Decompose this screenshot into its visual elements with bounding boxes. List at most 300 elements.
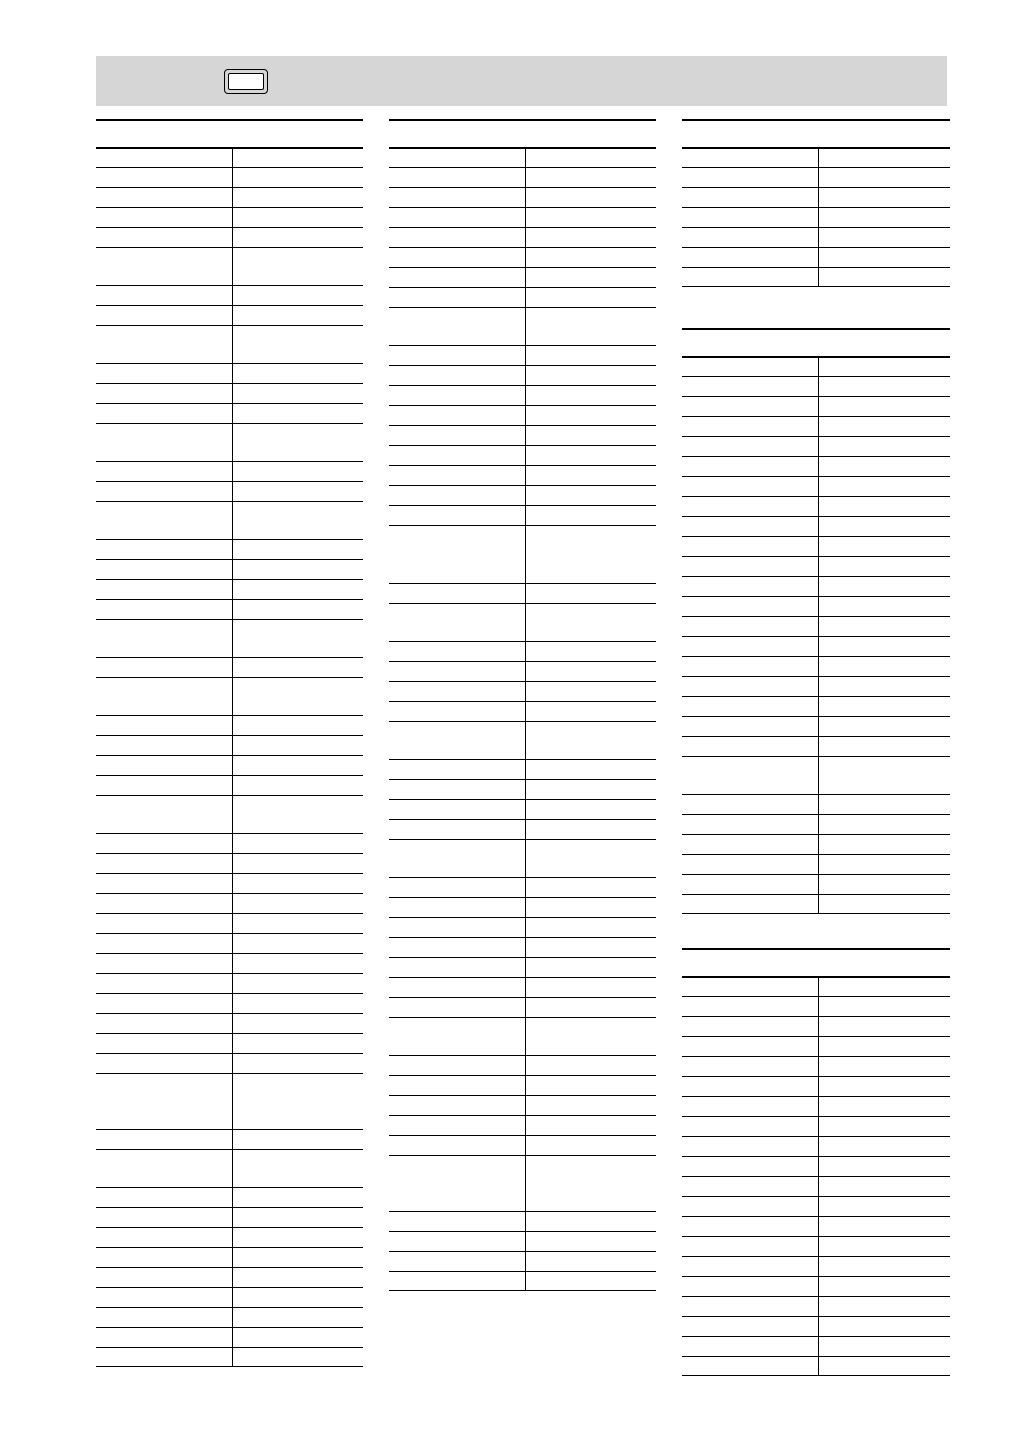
table-row bbox=[389, 1211, 656, 1231]
table-cell-value bbox=[525, 898, 656, 917]
key-label bbox=[228, 73, 264, 90]
table-row bbox=[96, 187, 363, 207]
table-cell-value bbox=[525, 1136, 656, 1155]
table-row bbox=[96, 305, 363, 325]
table-row bbox=[96, 325, 363, 363]
table-row bbox=[96, 735, 363, 755]
table-cell-name bbox=[389, 526, 525, 583]
table-cell-name bbox=[682, 637, 818, 656]
table-cell-value bbox=[232, 560, 363, 579]
table-row bbox=[389, 525, 656, 583]
table-cell-value bbox=[818, 477, 950, 496]
table-row bbox=[389, 345, 656, 365]
table-cell-value bbox=[818, 557, 950, 576]
table-cell-name bbox=[389, 584, 525, 603]
table-cell-value bbox=[525, 978, 656, 997]
table-row bbox=[682, 227, 950, 247]
table-row bbox=[96, 1053, 363, 1073]
table-cell-value bbox=[232, 600, 363, 619]
table-row bbox=[96, 1207, 363, 1227]
table-cell-value bbox=[525, 486, 656, 505]
table-cell-name bbox=[682, 1197, 818, 1216]
table-cell-name bbox=[389, 366, 525, 385]
table-cell-value bbox=[525, 662, 656, 681]
table-row bbox=[682, 1216, 950, 1236]
table-cell-value bbox=[818, 1317, 950, 1336]
table-cell-name bbox=[96, 1328, 232, 1347]
table-row bbox=[389, 779, 656, 799]
table-cell-name bbox=[682, 835, 818, 854]
table-cell-value bbox=[232, 168, 363, 187]
table-cell-name bbox=[389, 604, 525, 641]
table-cell-name bbox=[389, 800, 525, 819]
table-cell-value bbox=[818, 457, 950, 476]
table-cell-value bbox=[818, 517, 950, 536]
table-row bbox=[682, 756, 950, 794]
table-cell-name bbox=[389, 149, 525, 167]
table-row bbox=[682, 556, 950, 576]
table-cell-value bbox=[525, 308, 656, 345]
table-row bbox=[682, 356, 950, 376]
table-row bbox=[96, 1129, 363, 1149]
table-row bbox=[389, 661, 656, 681]
table-cell-name bbox=[682, 268, 818, 286]
table-cell-value bbox=[818, 617, 950, 636]
table-cell-name bbox=[389, 840, 525, 877]
table-cell-value bbox=[818, 1237, 950, 1256]
table-row bbox=[96, 853, 363, 873]
table-cell-name bbox=[682, 1357, 818, 1375]
table-cell-name bbox=[96, 716, 232, 735]
table-cell-value bbox=[232, 954, 363, 973]
table-cell-name bbox=[389, 878, 525, 897]
table-row bbox=[682, 376, 950, 396]
table-cell-value bbox=[232, 424, 363, 461]
table-cell-value bbox=[525, 1272, 656, 1290]
table-row bbox=[96, 1149, 363, 1187]
table-cell-value bbox=[232, 286, 363, 305]
table-cell-name bbox=[682, 1317, 818, 1336]
table-row bbox=[96, 207, 363, 227]
table-row bbox=[682, 894, 950, 914]
table-cell-value bbox=[232, 1054, 363, 1073]
table-row bbox=[682, 1296, 950, 1316]
table-cell-value bbox=[232, 149, 363, 167]
table-cell-value bbox=[232, 834, 363, 853]
table-row bbox=[682, 656, 950, 676]
table-row bbox=[389, 267, 656, 287]
table-row bbox=[96, 1327, 363, 1347]
table-row bbox=[389, 365, 656, 385]
table-cell-value bbox=[818, 1337, 950, 1356]
table-cell-name bbox=[96, 560, 232, 579]
table-cell-name bbox=[682, 815, 818, 834]
table-cell-value bbox=[232, 208, 363, 227]
table-row bbox=[389, 583, 656, 603]
table-cell-name bbox=[96, 248, 232, 285]
table-row bbox=[389, 505, 656, 525]
table-cell-name bbox=[682, 397, 818, 416]
table-cell-name bbox=[682, 1077, 818, 1096]
table-cell-value bbox=[232, 678, 363, 715]
table-cell-name bbox=[682, 1117, 818, 1136]
table-row bbox=[682, 396, 950, 416]
table-cell-value bbox=[818, 1157, 950, 1176]
table-row bbox=[389, 977, 656, 997]
table-cell-value bbox=[232, 326, 363, 363]
table-cell-value bbox=[232, 716, 363, 735]
table-cell-value bbox=[525, 878, 656, 897]
table-row bbox=[682, 147, 950, 167]
table-row bbox=[682, 476, 950, 496]
table-row bbox=[96, 481, 363, 501]
table-cell-name bbox=[96, 894, 232, 913]
table-row bbox=[389, 759, 656, 779]
table-cell-value bbox=[525, 1212, 656, 1231]
table-cell-name bbox=[96, 1248, 232, 1267]
table-row bbox=[96, 461, 363, 481]
table-cell-value bbox=[818, 815, 950, 834]
table-cell-value bbox=[525, 938, 656, 957]
table-cell-value bbox=[232, 658, 363, 677]
table-cell-name bbox=[389, 426, 525, 445]
table-cell-name bbox=[389, 998, 525, 1017]
table-row bbox=[682, 1076, 950, 1096]
table-cell-name bbox=[96, 1268, 232, 1287]
table-cell-value bbox=[232, 1014, 363, 1033]
table-cell-name bbox=[389, 978, 525, 997]
table-cell-value bbox=[818, 497, 950, 516]
table-row bbox=[389, 1135, 656, 1155]
table-cell-name bbox=[389, 446, 525, 465]
table-cell-value bbox=[232, 796, 363, 833]
table-cell-value bbox=[525, 584, 656, 603]
table-row bbox=[389, 957, 656, 977]
table-cell-value bbox=[818, 1297, 950, 1316]
table-cell-name bbox=[96, 1308, 232, 1327]
table-cell-value bbox=[818, 1037, 950, 1056]
table-row bbox=[682, 1276, 950, 1296]
table-row bbox=[96, 147, 363, 167]
table-row bbox=[389, 1075, 656, 1095]
table-row bbox=[389, 147, 656, 167]
table-cell-value bbox=[525, 366, 656, 385]
section-rule bbox=[96, 119, 363, 121]
table-cell-value bbox=[525, 268, 656, 287]
table-cell-value bbox=[232, 994, 363, 1013]
table-cell-value bbox=[232, 1150, 363, 1187]
table-cell-value bbox=[818, 1277, 950, 1296]
table-cell-name bbox=[682, 1157, 818, 1176]
table-cell-name bbox=[389, 1212, 525, 1231]
table-cell-value bbox=[232, 404, 363, 423]
table-cell-value bbox=[525, 406, 656, 425]
table-row bbox=[682, 416, 950, 436]
table-cell-value bbox=[525, 722, 656, 759]
table-cell-name bbox=[389, 168, 525, 187]
table-cell-value bbox=[818, 149, 950, 167]
table-row bbox=[389, 1155, 656, 1211]
table-row bbox=[96, 715, 363, 735]
table-row bbox=[96, 599, 363, 619]
table-cell-value bbox=[525, 208, 656, 227]
table-cell-name bbox=[96, 1288, 232, 1307]
table-row bbox=[682, 1136, 950, 1156]
table-cell-value bbox=[232, 540, 363, 559]
table-cell-value bbox=[232, 1348, 363, 1366]
table-cell-value bbox=[232, 894, 363, 913]
table-cell-value bbox=[818, 1197, 950, 1216]
table-cell-value bbox=[525, 1252, 656, 1271]
table-cell-name bbox=[389, 208, 525, 227]
table-cell-name bbox=[682, 377, 818, 396]
table-cell-name bbox=[682, 457, 818, 476]
table-cell-value bbox=[818, 677, 950, 696]
table-cell-value bbox=[525, 1018, 656, 1055]
table-row bbox=[389, 307, 656, 345]
table-row bbox=[682, 636, 950, 656]
table-row bbox=[389, 681, 656, 701]
table-cell-value bbox=[818, 228, 950, 247]
table-cell-name bbox=[682, 188, 818, 207]
table-cell-value bbox=[818, 377, 950, 396]
table-cell-name bbox=[96, 404, 232, 423]
table-row bbox=[389, 405, 656, 425]
table-cell-name bbox=[389, 1136, 525, 1155]
table-row bbox=[96, 423, 363, 461]
table-cell-value bbox=[232, 1288, 363, 1307]
section-rule bbox=[682, 948, 950, 950]
table-cell-value bbox=[232, 188, 363, 207]
table-cell-value bbox=[525, 228, 656, 247]
table-row bbox=[682, 576, 950, 596]
table-row bbox=[389, 1115, 656, 1135]
table-cell-value bbox=[525, 526, 656, 583]
table-row bbox=[682, 1156, 950, 1176]
table-row bbox=[96, 933, 363, 953]
table-cell-name bbox=[682, 1097, 818, 1116]
table-row bbox=[682, 187, 950, 207]
table-cell-value bbox=[232, 736, 363, 755]
table-cell-name bbox=[96, 756, 232, 775]
table-cell-name bbox=[389, 1076, 525, 1095]
table-cell-value bbox=[232, 874, 363, 893]
table-cell-value bbox=[232, 1268, 363, 1287]
table-row bbox=[96, 559, 363, 579]
table-row bbox=[96, 285, 363, 305]
table-cell-name bbox=[96, 228, 232, 247]
table-cell-name bbox=[96, 462, 232, 481]
table-row bbox=[682, 1056, 950, 1076]
table-row bbox=[96, 383, 363, 403]
table-row bbox=[682, 1336, 950, 1356]
table-cell-name bbox=[389, 760, 525, 779]
table-cell-value bbox=[818, 1257, 950, 1276]
table-cell-value bbox=[525, 800, 656, 819]
table-row bbox=[389, 819, 656, 839]
table-row bbox=[389, 937, 656, 957]
table-cell-value bbox=[525, 1116, 656, 1135]
table-cell-name bbox=[682, 895, 818, 913]
table-cell-name bbox=[389, 1156, 525, 1211]
table-cell-value bbox=[818, 577, 950, 596]
table-row bbox=[682, 834, 950, 854]
table-cell-name bbox=[96, 1208, 232, 1227]
table-cell-name bbox=[682, 1037, 818, 1056]
table-cell-name bbox=[682, 228, 818, 247]
table-row bbox=[682, 1256, 950, 1276]
table-cell-name bbox=[96, 658, 232, 677]
table-row bbox=[682, 1176, 950, 1196]
table-cell-name bbox=[96, 1228, 232, 1247]
table-cell-value bbox=[525, 958, 656, 977]
table-cell-name bbox=[389, 1232, 525, 1251]
table-row bbox=[682, 1096, 950, 1116]
table-cell-name bbox=[96, 678, 232, 715]
table-row bbox=[682, 596, 950, 616]
table-row bbox=[389, 207, 656, 227]
table-row bbox=[682, 996, 950, 1016]
table-cell-value bbox=[525, 840, 656, 877]
table-cell-name bbox=[389, 1252, 525, 1271]
table-cell-name bbox=[389, 1272, 525, 1290]
table-cell-name bbox=[389, 228, 525, 247]
table-cell-value bbox=[818, 208, 950, 227]
table-row bbox=[96, 657, 363, 677]
table-row bbox=[389, 799, 656, 819]
table-cell-name bbox=[389, 898, 525, 917]
table-cell-name bbox=[96, 364, 232, 383]
table-row bbox=[96, 953, 363, 973]
section-rule bbox=[389, 119, 656, 121]
table-row bbox=[389, 1271, 656, 1291]
table-cell-value bbox=[525, 642, 656, 661]
table-row bbox=[682, 1016, 950, 1036]
table-row bbox=[682, 536, 950, 556]
table-row bbox=[682, 1036, 950, 1056]
table-cell-name bbox=[682, 1017, 818, 1036]
table-row bbox=[682, 976, 950, 996]
table-row bbox=[389, 485, 656, 505]
table-row bbox=[96, 1267, 363, 1287]
table-row bbox=[682, 696, 950, 716]
table-row bbox=[682, 247, 950, 267]
table-row bbox=[682, 207, 950, 227]
table-cell-name bbox=[389, 722, 525, 759]
section-rule bbox=[682, 328, 950, 330]
table-cell-value bbox=[232, 1208, 363, 1227]
table-cell-value bbox=[232, 914, 363, 933]
table-row bbox=[96, 833, 363, 853]
table-column-1 bbox=[96, 119, 363, 1399]
table-row bbox=[389, 167, 656, 187]
table-cell-name bbox=[96, 620, 232, 657]
table-row bbox=[389, 1017, 656, 1055]
table-row bbox=[682, 496, 950, 516]
table-cell-name bbox=[96, 540, 232, 559]
table-cell-name bbox=[389, 1116, 525, 1135]
table-cell-value bbox=[525, 346, 656, 365]
table-cell-value bbox=[525, 288, 656, 307]
table-row bbox=[682, 1196, 950, 1216]
table-row bbox=[389, 187, 656, 207]
table-row bbox=[682, 716, 950, 736]
table-row bbox=[682, 267, 950, 287]
table-cell-name bbox=[682, 149, 818, 167]
table-cell-value bbox=[232, 482, 363, 501]
table-cell-name bbox=[389, 820, 525, 839]
table-row bbox=[389, 701, 656, 721]
table-row bbox=[96, 1013, 363, 1033]
table-cell-value bbox=[818, 188, 950, 207]
table-cell-value bbox=[232, 1034, 363, 1053]
table-cell-name bbox=[96, 1014, 232, 1033]
table-cell-value bbox=[232, 1328, 363, 1347]
table-cell-value bbox=[818, 268, 950, 286]
table-cell-value bbox=[525, 426, 656, 445]
table-cell-name bbox=[682, 437, 818, 456]
table-row bbox=[96, 501, 363, 539]
table-cell-name bbox=[682, 557, 818, 576]
table-cell-value bbox=[818, 1057, 950, 1076]
table-cell-name bbox=[96, 914, 232, 933]
table-cell-value bbox=[232, 248, 363, 285]
table-cell-value bbox=[818, 1117, 950, 1136]
table-cell-value bbox=[232, 934, 363, 953]
table-row bbox=[682, 616, 950, 636]
table-cell-value bbox=[232, 1228, 363, 1247]
table-cell-value bbox=[818, 795, 950, 814]
table-cell-name bbox=[682, 978, 818, 996]
table-cell-value bbox=[232, 384, 363, 403]
table-cell-name bbox=[682, 1297, 818, 1316]
table-cell-name bbox=[389, 188, 525, 207]
table-cell-value bbox=[525, 466, 656, 485]
table-cell-name bbox=[96, 286, 232, 305]
table-cell-name bbox=[96, 994, 232, 1013]
table-cell-name bbox=[389, 466, 525, 485]
table-cell-name bbox=[389, 918, 525, 937]
table-cell-name bbox=[389, 386, 525, 405]
table-cell-name bbox=[682, 997, 818, 1016]
table-cell-name bbox=[96, 796, 232, 833]
table-row bbox=[682, 736, 950, 756]
table-row bbox=[389, 227, 656, 247]
table-cell-value bbox=[232, 462, 363, 481]
table-cell-name bbox=[389, 308, 525, 345]
table-cell-value bbox=[525, 1096, 656, 1115]
table-row bbox=[682, 1116, 950, 1136]
table-cell-name bbox=[682, 1277, 818, 1296]
table-cell-value bbox=[232, 776, 363, 795]
table-cell-value bbox=[818, 417, 950, 436]
table-row bbox=[96, 227, 363, 247]
table-cell-value bbox=[232, 306, 363, 325]
table-cell-value bbox=[818, 397, 950, 416]
table-row bbox=[682, 854, 950, 874]
table-cell-value bbox=[525, 780, 656, 799]
table-cell-name bbox=[96, 188, 232, 207]
table-cell-name bbox=[96, 736, 232, 755]
table-cell-name bbox=[96, 1074, 232, 1129]
table-cell-name bbox=[389, 682, 525, 701]
table-cell-value bbox=[525, 918, 656, 937]
table-row bbox=[682, 676, 950, 696]
section-rule bbox=[682, 119, 950, 121]
table-cell-name bbox=[389, 958, 525, 977]
table-cell-value bbox=[232, 1308, 363, 1327]
table-cell-value bbox=[525, 604, 656, 641]
